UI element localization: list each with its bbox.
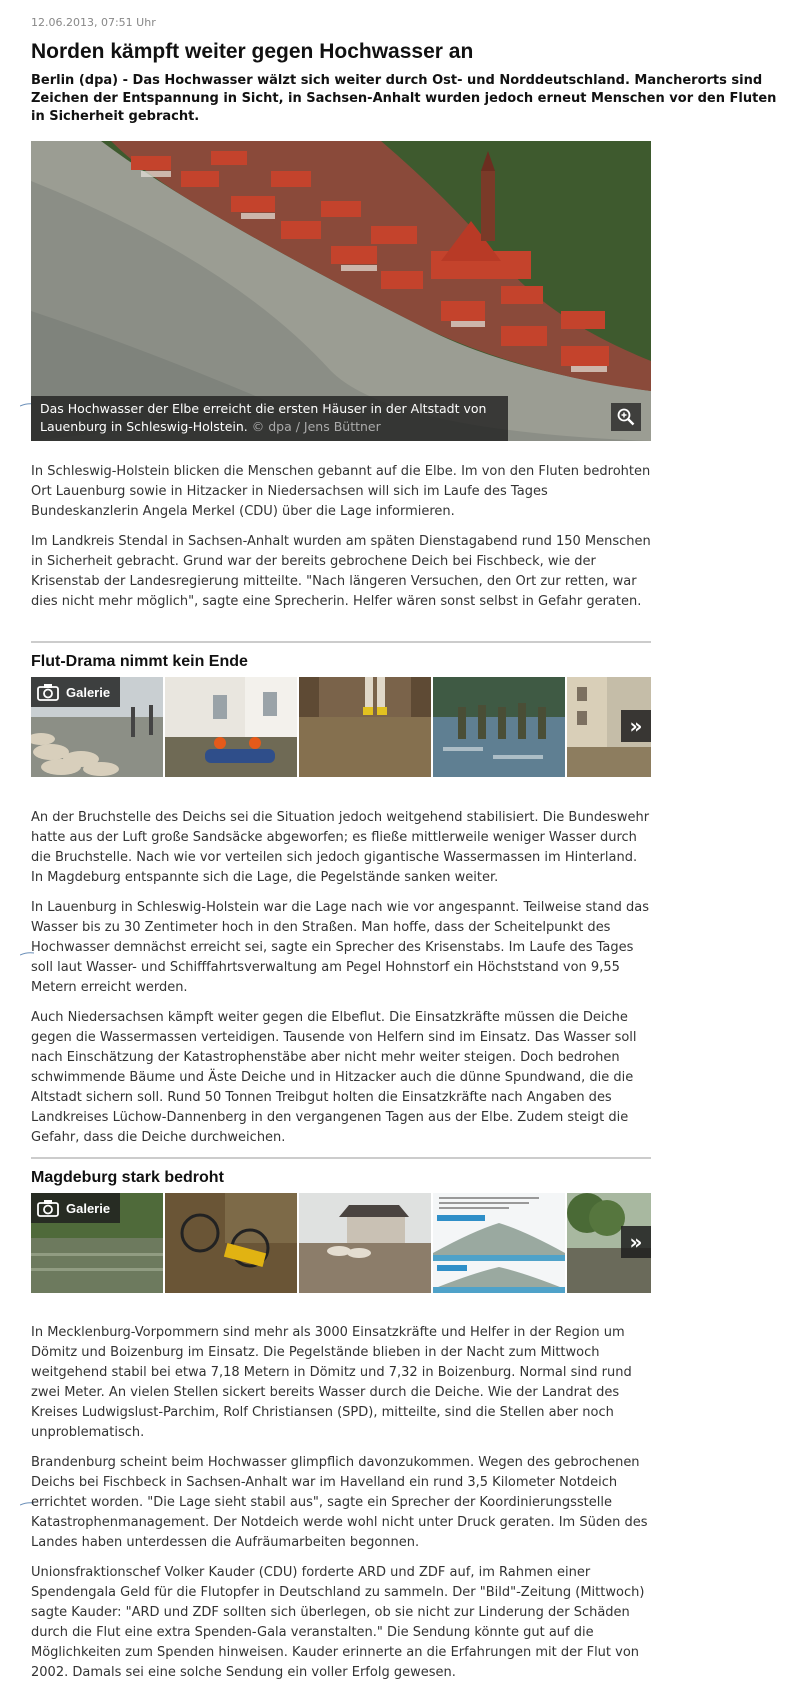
article-paragraph: In Mecklenburg-Vorpommern sind mehr als 3000 Einsatzkräfte und Helfer in der Region um Dömitz und Boizenburg im Einsatz. Die Pegelstände blieben in der Nacht zum Mittwoch weitgehend stabil bei etwa 7,18 Metern in Dömitz und 7,32 in Boizenburg. Normal sind rund zwei Meter. An vielen Stellen sickert bereits Wasser durch die Deiche. Wie der Landrat des Kreises Ludwigslust-Parchim, Rolf Christiansen (SPD), mitteilte, sind die Stellen aber noch unproblematisch. xyxy=(31,1325,632,1440)
hero-caption xyxy=(31,396,508,441)
dike-infographic xyxy=(433,1193,565,1293)
zoom-button[interactable] xyxy=(611,403,641,431)
gallery-title: Flut-Drama nimmt kein Ende xyxy=(31,653,248,670)
article-paragraph: Unionsfraktionschef Volker Kauder (CDU) forderte ARD und ZDF auf, im Rahmen einer Spendengala Geld für die Flutopfer in Deutschland zu sammeln. Der "Bild"-Zeitung (Mittwoch) sagte Kauder: "ARD und ZDF sollten sich überlegen, ob sie nicht zur Linderung der Schäden durch die Flut eine extra Spenden-Gala veranstalten." Die Sendung könnte gut auf die Möglichkeiten zum Spenden hinweisen. Kauder erinnerte an die Erfahrungen mit der Flut von 2002. Damals sei eine solche Sendung ein voller Erfolg gewesen. xyxy=(31,1565,645,1680)
submerged-bicycle-photo xyxy=(165,1193,297,1293)
article-paragraph: In Schleswig-Holstein blicken die Menschen gebannt auf die Elbe. Im von den Fluten bedrohten Ort Lauenburg sowie in Hitzacker in Niedersachsen will sich im Laufe des Tages Bundeskanzlerin Angela Merkel (CDU) über die Lage informieren. xyxy=(31,464,651,519)
hero-credit: © dpa / Jens Büttner xyxy=(251,419,381,434)
flooded-house-photo xyxy=(299,1193,431,1293)
flooded-doorway-photo xyxy=(299,677,431,777)
camera-icon xyxy=(37,683,59,701)
rescue-boat-photo xyxy=(165,677,297,777)
gallery-flut-drama[interactable] xyxy=(31,677,651,777)
gallery-thumbnail[interactable] xyxy=(433,1193,565,1293)
gallery-thumbnail[interactable] xyxy=(299,677,431,777)
soldiers-in-water-photo xyxy=(433,677,565,777)
gallery-magdeburg[interactable] xyxy=(31,1193,651,1293)
gallery-next-button[interactable]: » xyxy=(621,710,651,742)
article-paragraph: Brandenburg scheint beim Hochwasser glimpflich davonzukommen. Wegen des gebrochenen Deichs bei Fischbeck in Sachsen-Anhalt war im Havelland ein rund 3,5 Kilometer Notdeich errichtet worden. "Die Lage sieht stabil aus", sagte ein Sprecher der Koordinierungsstelle Katastrophenmanagement. Der Notdeich werde wohl nicht unter Druck geraten. Im Süden des Landes haben unterdessen die Aufräumarbeiten begonnen. xyxy=(31,1455,648,1550)
section-divider xyxy=(31,641,651,643)
camera-icon xyxy=(37,1199,59,1217)
article-paragraph: In Lauenburg in Schleswig-Holstein war die Lage nach wie vor angespannt. Teilweise stand das Wasser bis zu 30 Zentimeter hoch in den Straßen. Man hoffe, dass der Scheitelpunkt des Hochwasser demnächst erreicht sei, sagte ein Sprecher des Krisenstabs. Im Laufe des Tages soll laut Wasser- und Schifffahrtsverwaltung am Pegel Hohnstorf ein Höchststand von 9,55 Metern erreicht werden. xyxy=(31,900,649,995)
hero-caption-text: Das Hochwasser der Elbe erreicht die ersten Häuser in der Altstadt von Lauenburg in Schleswig-Holstein. xyxy=(40,401,487,434)
gallery-title: Magdeburg stark bedroht xyxy=(31,1169,224,1186)
article-date: 12.06.2013, 07:51 Uhr xyxy=(31,16,156,29)
gallery-thumbnail[interactable] xyxy=(165,677,297,777)
gallery-next-button[interactable]: » xyxy=(621,1226,651,1258)
gallery-label-text: Galerie xyxy=(66,684,111,700)
gallery-label-text: Galerie xyxy=(66,1200,111,1216)
gallery-thumbnail[interactable] xyxy=(165,1193,297,1293)
article-lead: Berlin (dpa) - Das Hochwasser wälzt sich weiter durch Ost- und Norddeutschland. Mancherorts sind Zeichen der Entspannung in Sicht, in Sachsen-Anhalt wurden jedoch erneut Menschen vor den Fluten in Sicherheit gebracht. xyxy=(31,73,777,124)
article-headline: Norden kämpft weiter gegen Hochwasser an xyxy=(31,40,474,63)
gallery-label[interactable] xyxy=(31,677,120,707)
gallery-thumbnail[interactable] xyxy=(433,677,565,777)
article-paragraph: Auch Niedersachsen kämpft weiter gegen die Elbeflut. Die Einsatzkräfte müssen die Deiche gegen die Wassermassen verteidigen. Tausende von Helfern sind im Einsatz. Das Wasser soll nach Einschätzung der Katastrophenstäbe aber nicht mehr weiter steigen. Doch bedrohen schwimmende Bäume und Äste Deiche und in Hitzacker auch die dünne Spundwand, die die Altstadt sichern soll. Rund 50 Tonnen Treibgut holten die Einsatzkräfte nach Angaben des Landkreises Lüchow-Dannenberg in den vergangenen Tagen aus der Elbe. Zudem steigt die Gefahr, dass die Deiche durchweichen. xyxy=(31,1010,637,1145)
hero-image[interactable] xyxy=(31,141,651,441)
section-divider xyxy=(31,1157,651,1159)
magnifier-plus-icon xyxy=(617,408,635,426)
article-paragraph: An der Bruchstelle des Deichs sei die Situation jedoch weitgehend stabilisiert. Die Bundeswehr hatte aus der Luft große Sandsäcke abgeworfen; es fließe mittlerweile weniger Wasser durch die Bruchstelle. Nach wie vor verteilen sich jedoch gigantische Wassermassen im Hinterland. In Magdeburg entspannte sich die Lage, die Pegelstände sanken weiter. xyxy=(31,810,650,885)
gallery-label[interactable] xyxy=(31,1193,120,1223)
article-paragraph: Im Landkreis Stendal in Sachsen-Anhalt wurden am späten Dienstagabend rund 150 Menschen in Sicherheit gebracht. Grund war der bereits gebrochene Deich bei Fischbeck, wie der Krisenstab der Landesregierung mitteilte. "Nach längeren Versuchen, den Ort zur retten, war dies nicht mehr möglich", sagte eine Sprecherin. Helfer wären sonst selbst in Gefahr geraten. xyxy=(31,534,651,609)
gallery-thumbnail[interactable] xyxy=(299,1193,431,1293)
